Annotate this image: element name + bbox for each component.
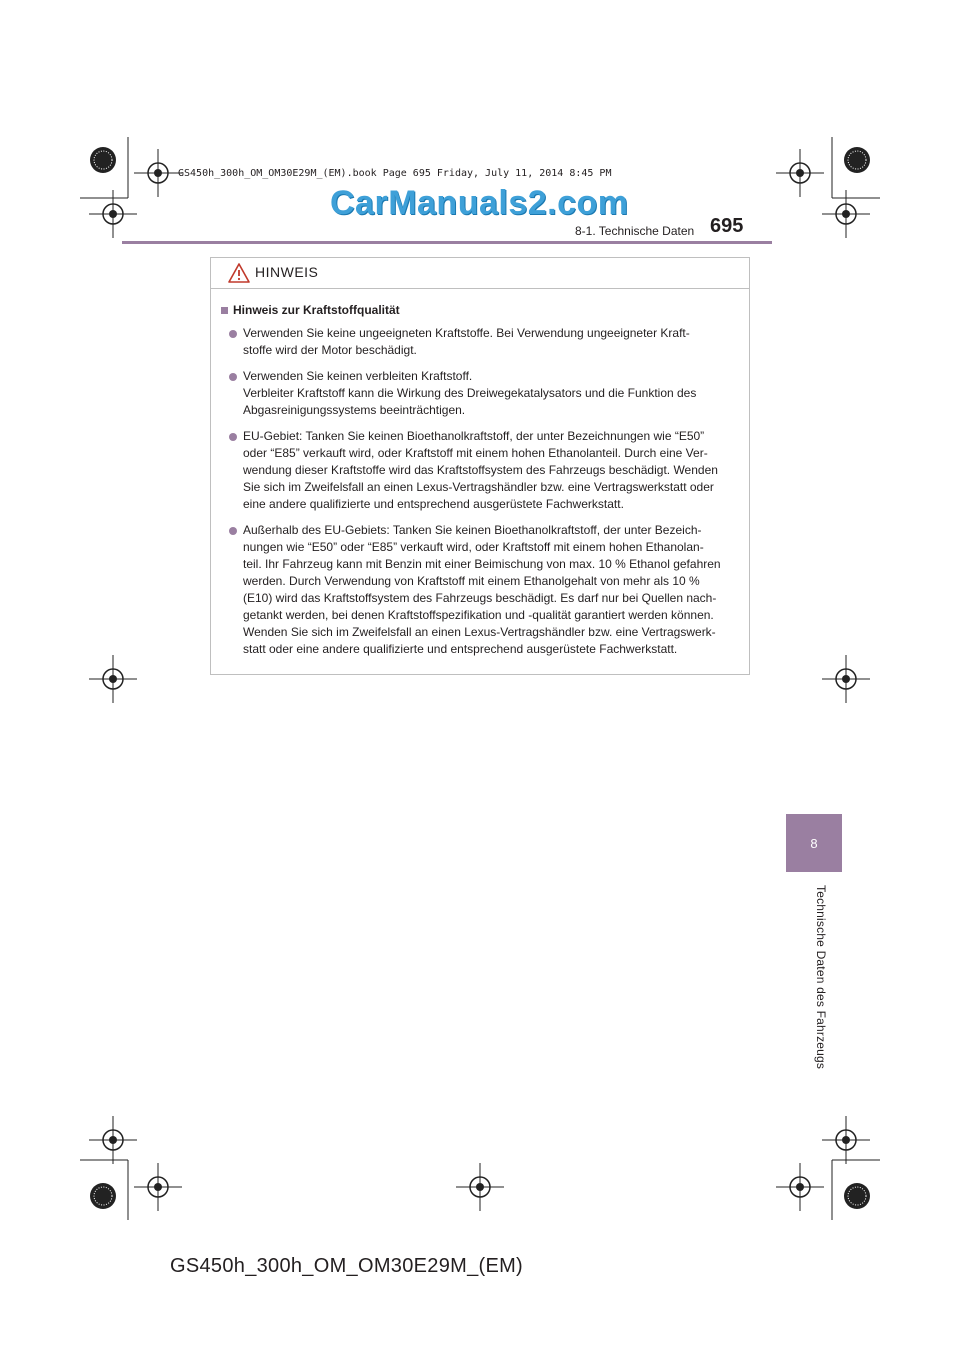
text-line: Verbleiter Kraftstoff kann die Wirkung des Dreiwegekatalysators und die Funktion des bbox=[243, 386, 697, 400]
text-line: wendung dieser Kraftstoffe wird das Kraftstoffsystem des Fahrzeugs beschädigt. Wenden bbox=[243, 463, 718, 477]
text-line: nungen wie “E50” oder “E85” verkauft wird, oder Kraftstoff mit einem hohen Ethanolan- bbox=[243, 540, 704, 554]
notice-subheading bbox=[221, 303, 741, 317]
bullet-dot-icon bbox=[229, 330, 237, 338]
watermark-logo: CarManuals2.com bbox=[330, 184, 629, 222]
notice-body bbox=[211, 289, 749, 658]
text-line: stoffe wird der Motor beschädigt. bbox=[243, 343, 417, 357]
chapter-tab: 8 bbox=[786, 814, 842, 872]
text-line: Sie sich im Zweifelsfall an einen Lexus-Vertragshändler bzw. eine Vertragswerkstatt oder bbox=[243, 480, 714, 494]
list-item bbox=[221, 522, 741, 658]
text-line: Wenden Sie sich im Zweifelsfall an einen Lexus-Vertragshändler bzw. eine Vertragswerk- bbox=[243, 625, 716, 639]
list-item bbox=[221, 428, 741, 513]
footer-code: GS450h_300h_OM_OM30E29M_(EM) bbox=[170, 1255, 524, 1277]
section-title: 8-1. Technische Daten bbox=[575, 224, 695, 238]
chapter-label: Technische Daten des Fahrzeugs bbox=[814, 885, 828, 1070]
header-rule bbox=[122, 241, 772, 244]
text-line: werden. Durch Verwendung von Kraftstoff mit einem Ethanolgehalt von mehr als 10 % bbox=[243, 574, 700, 588]
warning-triangle-icon bbox=[227, 262, 251, 284]
text-line: getankt werden, bei denen Kraftstoffspezifikation und -qualität garantiert werden können. bbox=[243, 608, 714, 622]
notice-title: HINWEIS bbox=[255, 264, 319, 280]
bullet-dot-icon bbox=[229, 527, 237, 535]
notice-box bbox=[210, 257, 750, 675]
text-line: eine andere qualifizierte und entsprechend ausgerüstete Fachwerkstatt. bbox=[243, 497, 624, 511]
bullet-dot-icon bbox=[229, 373, 237, 381]
text-line: oder “E85” verkauft wird, oder Kraftstoff mit einem hohen Ethanolanteil. Durch eine Ver- bbox=[243, 446, 708, 460]
text-line: EU-Gebiet: Tanken Sie keinen Bioethanolkraftstoff, der unter Bezeichnungen wie “E50” bbox=[243, 429, 705, 443]
notice-header bbox=[211, 258, 749, 289]
text-line: Verwenden Sie keine ungeeigneten Kraftstoffe. Bei Verwendung ungeeigneter Kraft- bbox=[243, 326, 690, 340]
list-item bbox=[221, 325, 741, 359]
text-line: Verwenden Sie keinen verbleiten Kraftstoff. bbox=[243, 369, 473, 383]
subheading-text: Hinweis zur Kraftstoffqualität bbox=[233, 303, 400, 317]
text-line: Außerhalb des EU-Gebiets: Tanken Sie keinen Bioethanolkraftstoff, der unter Bezeich- bbox=[243, 523, 702, 537]
file-info: GS450h_300h_OM_OM30E29M_(EM).book Page 695 Friday, July 11, 2014 8:45 PM bbox=[178, 168, 612, 179]
list-item bbox=[221, 368, 741, 419]
square-bullet-icon bbox=[221, 307, 228, 314]
text-line: teil. Ihr Fahrzeug kann mit Benzin mit einer Beimischung von max. 10 % Ethanol gefahren bbox=[243, 557, 721, 571]
text-line: (E10) wird das Kraftstoffsystem des Fahrzeugs beschädigt. Es darf nur bei Quellen nach- bbox=[243, 591, 717, 605]
text-line: Abgasreinigungssystems beeinträchtigen. bbox=[243, 403, 466, 417]
bullet-dot-icon bbox=[229, 433, 237, 441]
text-line: statt oder eine andere qualifizierte und entsprechend ausgerüstete Fachwerkstatt. bbox=[243, 642, 678, 656]
page-number: 695 bbox=[710, 215, 744, 237]
